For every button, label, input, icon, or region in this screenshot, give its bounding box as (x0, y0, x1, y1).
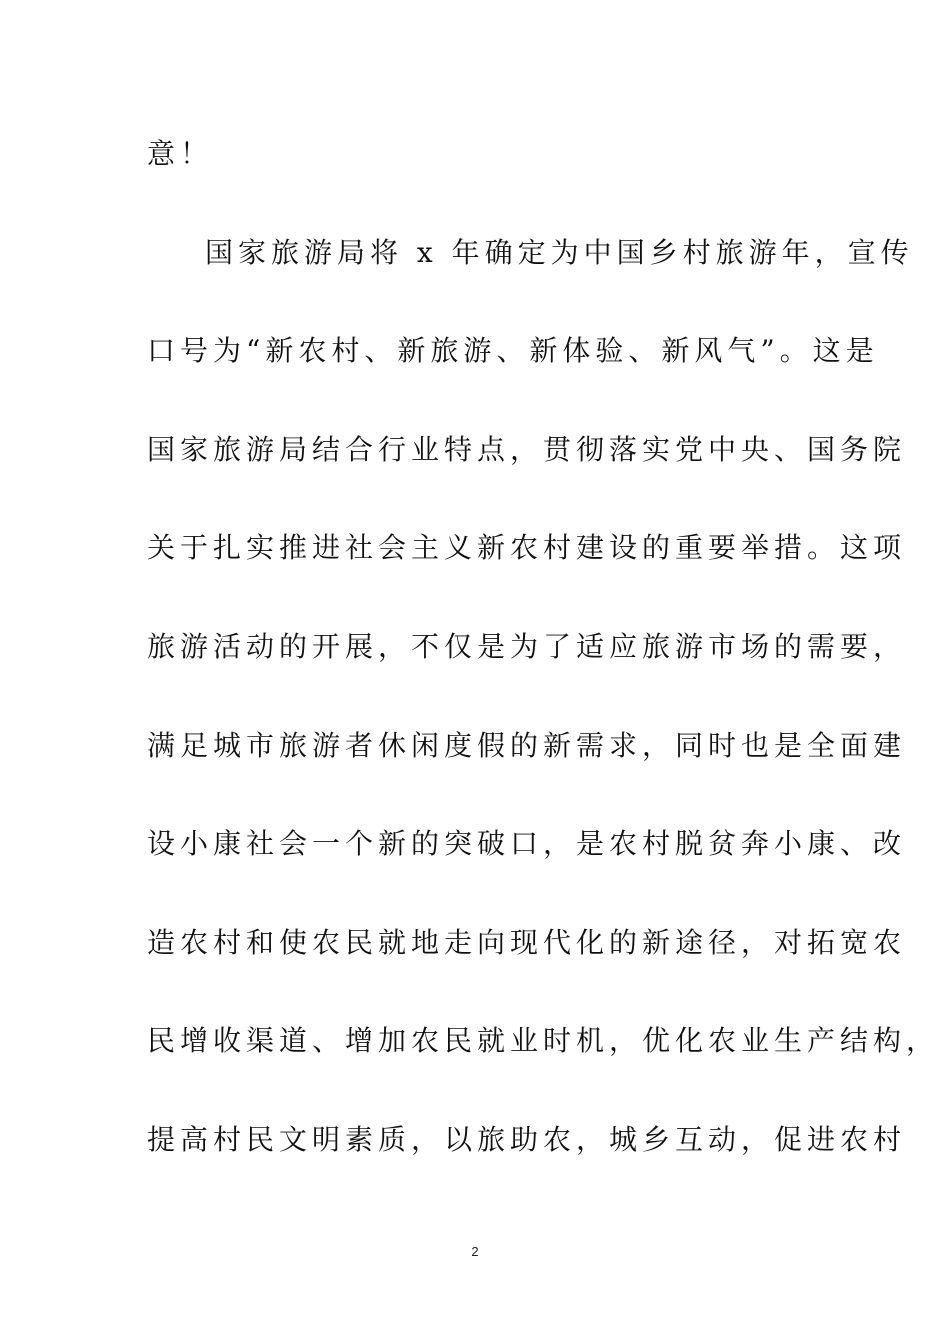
page-number: 2 (471, 1244, 479, 1259)
text-line: 关于扎实推进社会主义新农村建设的重要举措。这项 (147, 531, 907, 565)
text-line: 提高村民文明素质，以旅助农，城乡互动，促进农村 (147, 1122, 907, 1156)
text-line: 口号为“新农村、新旅游、新体验、新风气”。这是 (147, 334, 879, 368)
text-line-paragraph-start: 国家旅游局将 x 年确定为中国乡村旅游年，宣传 (205, 235, 914, 269)
text-line: 国家旅游局结合行业特点，贯彻落实党中央、国务院 (147, 432, 907, 466)
text-line: 满足城市旅游者休闲度假的新需求，同时也是全面建 (147, 728, 907, 762)
body-text (147, 126, 940, 1211)
text-line: 旅游活动的开展，不仅是为了适应旅游市场的需要， (147, 629, 907, 663)
text-line: 民增收渠道、增加农民就业时机，优化农业生产结构， (147, 1024, 940, 1058)
text-line: 设小康社会一个新的突破口，是农村脱贫奔小康、改 (147, 827, 907, 861)
text-line: 意！ (147, 137, 214, 170)
text-line: 造农村和使农民就地走向现代化的新途径，对拓宽农 (147, 925, 907, 959)
